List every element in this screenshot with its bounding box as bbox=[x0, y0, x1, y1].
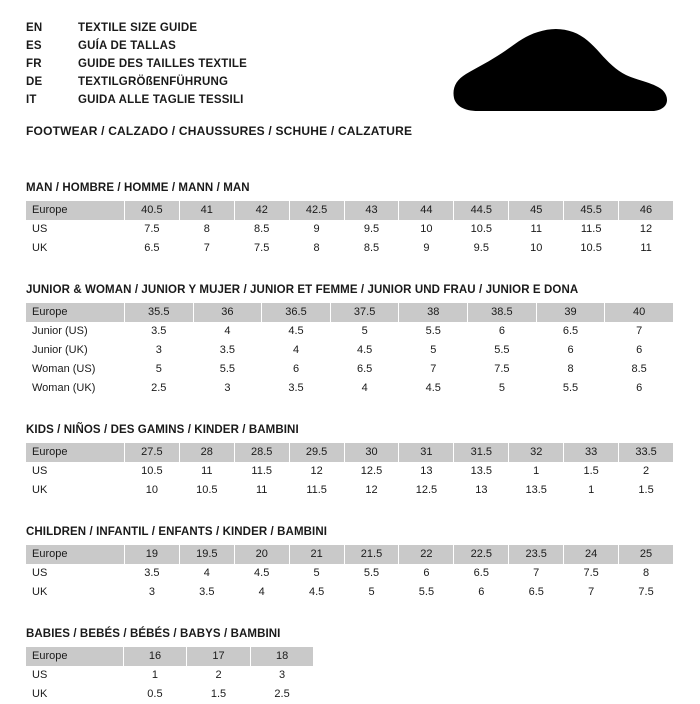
cell: 40 bbox=[605, 303, 674, 322]
table-row bbox=[26, 462, 674, 481]
cell: 38 bbox=[399, 303, 468, 322]
cell: 13.5 bbox=[509, 481, 564, 500]
cell: 6.5 bbox=[124, 239, 179, 258]
cell: 8 bbox=[619, 564, 674, 583]
cell: 7 bbox=[399, 360, 468, 379]
row-label: UK bbox=[26, 481, 124, 500]
cell: 3 bbox=[250, 666, 314, 685]
language-title: GUIDA ALLE TAGLIE TESSILI bbox=[78, 94, 244, 106]
cell: 36.5 bbox=[262, 303, 331, 322]
cell: 8 bbox=[179, 220, 234, 239]
size-table-man bbox=[26, 201, 674, 258]
cell: 29.5 bbox=[289, 443, 344, 462]
size-block-kids bbox=[26, 424, 674, 500]
cell: 4 bbox=[234, 583, 289, 602]
cell: 12 bbox=[619, 220, 674, 239]
cell: 28.5 bbox=[234, 443, 289, 462]
table-row bbox=[26, 341, 674, 360]
cell: 5.5 bbox=[193, 360, 262, 379]
cell: 3 bbox=[193, 379, 262, 398]
cell: 21.5 bbox=[344, 545, 399, 564]
cell: 9.5 bbox=[344, 220, 399, 239]
cell: 4.5 bbox=[262, 322, 331, 341]
cell: 31.5 bbox=[454, 443, 509, 462]
cell: 38.5 bbox=[468, 303, 537, 322]
row-label: Junior (US) bbox=[26, 322, 124, 341]
cell: 42.5 bbox=[289, 201, 344, 220]
cell: 4.5 bbox=[399, 379, 468, 398]
language-row bbox=[26, 22, 247, 40]
row-label: Junior (UK) bbox=[26, 341, 124, 360]
cell: 24 bbox=[564, 545, 619, 564]
cell: 8 bbox=[536, 360, 605, 379]
cell: 1.5 bbox=[187, 685, 251, 704]
cell: 35.5 bbox=[124, 303, 193, 322]
table-row bbox=[26, 583, 674, 602]
cell: 4.5 bbox=[289, 583, 344, 602]
block-title: KIDS / NIÑOS / DES GAMINS / KINDER / BAMBINI bbox=[26, 424, 299, 436]
cell: 7.5 bbox=[124, 220, 179, 239]
row-label: Europe bbox=[26, 443, 124, 462]
language-row bbox=[26, 58, 247, 76]
cell: 22.5 bbox=[454, 545, 509, 564]
cell: 6 bbox=[536, 341, 605, 360]
size-block-children bbox=[26, 526, 674, 602]
cell: 8.5 bbox=[344, 239, 399, 258]
language-row bbox=[26, 40, 247, 58]
cell: 18 bbox=[250, 647, 314, 666]
cell: 22 bbox=[399, 545, 454, 564]
cell: 28 bbox=[179, 443, 234, 462]
size-table-kids bbox=[26, 443, 674, 500]
cell: 10.5 bbox=[454, 220, 509, 239]
cell: 5.5 bbox=[399, 583, 454, 602]
row-label: Woman (UK) bbox=[26, 379, 124, 398]
cell: 1.5 bbox=[564, 462, 619, 481]
cell: 10.5 bbox=[179, 481, 234, 500]
cell: 5.5 bbox=[468, 341, 537, 360]
table-row bbox=[26, 685, 314, 704]
cell: 33.5 bbox=[619, 443, 674, 462]
size-block-junior-woman bbox=[26, 284, 674, 398]
row-label: UK bbox=[26, 239, 124, 258]
language-title: TEXTILGRÖßENFÜHRUNG bbox=[78, 76, 229, 88]
cell: 6 bbox=[605, 341, 674, 360]
table-row bbox=[26, 201, 674, 220]
size-table-junior-woman bbox=[26, 303, 674, 398]
cell: 5 bbox=[289, 564, 344, 583]
cell: 6 bbox=[399, 564, 454, 583]
cell: 6 bbox=[454, 583, 509, 602]
cell: 4 bbox=[193, 322, 262, 341]
language-code: ES bbox=[26, 40, 42, 52]
cell: 11 bbox=[509, 220, 564, 239]
row-label: Europe bbox=[26, 201, 124, 220]
cell: 5 bbox=[330, 322, 399, 341]
cell: 43 bbox=[344, 201, 399, 220]
cell: 5.5 bbox=[344, 564, 399, 583]
cell: 7 bbox=[605, 322, 674, 341]
cell: 8.5 bbox=[234, 220, 289, 239]
cell: 6.5 bbox=[454, 564, 509, 583]
cell: 4 bbox=[330, 379, 399, 398]
cell: 33 bbox=[564, 443, 619, 462]
cell: 7.5 bbox=[468, 360, 537, 379]
cell: 45.5 bbox=[564, 201, 619, 220]
cell: 3.5 bbox=[124, 564, 179, 583]
cell: 6 bbox=[468, 322, 537, 341]
cell: 13 bbox=[454, 481, 509, 500]
cell: 2 bbox=[187, 666, 251, 685]
cell: 45 bbox=[509, 201, 564, 220]
cell: 3.5 bbox=[179, 583, 234, 602]
document-header bbox=[26, 22, 674, 138]
cell: 36 bbox=[193, 303, 262, 322]
language-code: FR bbox=[26, 58, 42, 70]
cell: 23.5 bbox=[509, 545, 564, 564]
cell: 32 bbox=[509, 443, 564, 462]
row-label: UK bbox=[26, 583, 124, 602]
cell: 3.5 bbox=[193, 341, 262, 360]
cell: 10 bbox=[509, 239, 564, 258]
block-title: JUNIOR & WOMAN / JUNIOR Y MUJER / JUNIOR ET FEMME / JUNIOR UND FRAU / JUNIOR E DONA bbox=[26, 284, 579, 296]
language-title: GUÍA DE TALLAS bbox=[78, 40, 176, 52]
cell: 9 bbox=[399, 239, 454, 258]
cell: 7 bbox=[564, 583, 619, 602]
cell: 8 bbox=[289, 239, 344, 258]
table-row bbox=[26, 647, 314, 666]
row-label: Europe bbox=[26, 303, 124, 322]
table-row bbox=[26, 239, 674, 258]
cell: 1 bbox=[123, 666, 187, 685]
cell: 13 bbox=[399, 462, 454, 481]
table-row bbox=[26, 220, 674, 239]
size-table-babies bbox=[26, 647, 314, 704]
cell: 6.5 bbox=[536, 322, 605, 341]
language-row bbox=[26, 76, 247, 94]
size-table-children bbox=[26, 545, 674, 602]
cell: 11 bbox=[619, 239, 674, 258]
size-table-body bbox=[26, 303, 674, 398]
cell: 11.5 bbox=[289, 481, 344, 500]
cell: 44 bbox=[399, 201, 454, 220]
cell: 3 bbox=[124, 341, 193, 360]
cell: 0.5 bbox=[123, 685, 187, 704]
cell: 5 bbox=[399, 341, 468, 360]
row-label: UK bbox=[26, 685, 123, 704]
cell: 3.5 bbox=[262, 379, 331, 398]
cell: 41 bbox=[179, 201, 234, 220]
cell: 12 bbox=[344, 481, 399, 500]
footwear-kicker: FOOTWEAR / CALZADO / CHAUSSURES / SCHUHE / CALZATURE bbox=[26, 124, 413, 138]
cell: 2.5 bbox=[250, 685, 314, 704]
size-block-babies bbox=[26, 628, 674, 704]
cell: 6.5 bbox=[509, 583, 564, 602]
cell: 27.5 bbox=[124, 443, 179, 462]
cell: 11 bbox=[234, 481, 289, 500]
cell: 7 bbox=[179, 239, 234, 258]
cell: 11 bbox=[179, 462, 234, 481]
size-table-body bbox=[26, 201, 674, 258]
cell: 6 bbox=[605, 379, 674, 398]
block-title: CHILDREN / INFANTIL / ENFANTS / KINDER / BAMBINI bbox=[26, 526, 328, 538]
cell: 11.5 bbox=[234, 462, 289, 481]
cell: 4.5 bbox=[330, 341, 399, 360]
cell: 2 bbox=[619, 462, 674, 481]
cell: 8.5 bbox=[605, 360, 674, 379]
cell: 25 bbox=[619, 545, 674, 564]
cell: 9.5 bbox=[454, 239, 509, 258]
row-label: US bbox=[26, 220, 124, 239]
cell: 19 bbox=[124, 545, 179, 564]
cell: 6 bbox=[262, 360, 331, 379]
cell: 17 bbox=[187, 647, 251, 666]
cell: 12 bbox=[289, 462, 344, 481]
cell: 6.5 bbox=[330, 360, 399, 379]
table-row bbox=[26, 443, 674, 462]
row-label: US bbox=[26, 666, 123, 685]
size-block-man bbox=[26, 182, 674, 258]
language-title: GUIDE DES TAILLES TEXTILE bbox=[78, 58, 247, 70]
row-label: Woman (US) bbox=[26, 360, 124, 379]
table-row bbox=[26, 322, 674, 341]
language-row bbox=[26, 94, 247, 112]
cell: 21 bbox=[289, 545, 344, 564]
cell: 20 bbox=[234, 545, 289, 564]
table-row bbox=[26, 545, 674, 564]
cell: 5 bbox=[344, 583, 399, 602]
cell: 2.5 bbox=[124, 379, 193, 398]
cell: 16 bbox=[123, 647, 187, 666]
table-row bbox=[26, 481, 674, 500]
table-row bbox=[26, 360, 674, 379]
size-table-body bbox=[26, 443, 674, 500]
cell: 5.5 bbox=[536, 379, 605, 398]
cell: 42 bbox=[234, 201, 289, 220]
size-table-body bbox=[26, 545, 674, 602]
language-code: DE bbox=[26, 76, 43, 88]
table-row bbox=[26, 303, 674, 322]
cell: 31 bbox=[399, 443, 454, 462]
row-label: US bbox=[26, 564, 124, 583]
cell: 7.5 bbox=[619, 583, 674, 602]
cell: 5 bbox=[468, 379, 537, 398]
cell: 12.5 bbox=[399, 481, 454, 500]
language-title-list-body bbox=[26, 22, 247, 112]
row-label: US bbox=[26, 462, 124, 481]
block-title: BABIES / BEBÉS / BÉBÉS / BABYS / BAMBINI bbox=[26, 628, 281, 640]
cell: 19.5 bbox=[179, 545, 234, 564]
cell: 30 bbox=[344, 443, 399, 462]
cell: 10.5 bbox=[564, 239, 619, 258]
language-code: IT bbox=[26, 94, 37, 106]
cell: 10 bbox=[399, 220, 454, 239]
cell: 10.5 bbox=[124, 462, 179, 481]
cell: 37.5 bbox=[330, 303, 399, 322]
cell: 10 bbox=[124, 481, 179, 500]
cell: 1.5 bbox=[619, 481, 674, 500]
cell: 40.5 bbox=[124, 201, 179, 220]
cell: 9 bbox=[289, 220, 344, 239]
cell: 11.5 bbox=[564, 220, 619, 239]
cell: 7.5 bbox=[234, 239, 289, 258]
cell: 46 bbox=[619, 201, 674, 220]
block-title: MAN / HOMBRE / HOMME / MANN / MAN bbox=[26, 182, 250, 194]
table-row bbox=[26, 666, 314, 685]
cell: 5 bbox=[124, 360, 193, 379]
cell: 12.5 bbox=[344, 462, 399, 481]
table-row bbox=[26, 564, 674, 583]
language-code: EN bbox=[26, 22, 43, 34]
row-label: Europe bbox=[26, 647, 123, 666]
cell: 4 bbox=[262, 341, 331, 360]
cell: 1 bbox=[564, 481, 619, 500]
cell: 7 bbox=[509, 564, 564, 583]
language-title: TEXTILE SIZE GUIDE bbox=[78, 22, 198, 34]
cell: 4 bbox=[179, 564, 234, 583]
cell: 5.5 bbox=[399, 322, 468, 341]
cell: 1 bbox=[509, 462, 564, 481]
cell: 3 bbox=[124, 583, 179, 602]
size-table-body bbox=[26, 647, 314, 704]
table-row bbox=[26, 379, 674, 398]
row-label: Europe bbox=[26, 545, 124, 564]
language-title-list bbox=[26, 22, 247, 112]
cell: 4.5 bbox=[234, 564, 289, 583]
cell: 7.5 bbox=[564, 564, 619, 583]
cell: 13.5 bbox=[454, 462, 509, 481]
cell: 39 bbox=[536, 303, 605, 322]
cell: 44.5 bbox=[454, 201, 509, 220]
cell: 3.5 bbox=[124, 322, 193, 341]
dress-shoe-icon bbox=[442, 26, 672, 122]
